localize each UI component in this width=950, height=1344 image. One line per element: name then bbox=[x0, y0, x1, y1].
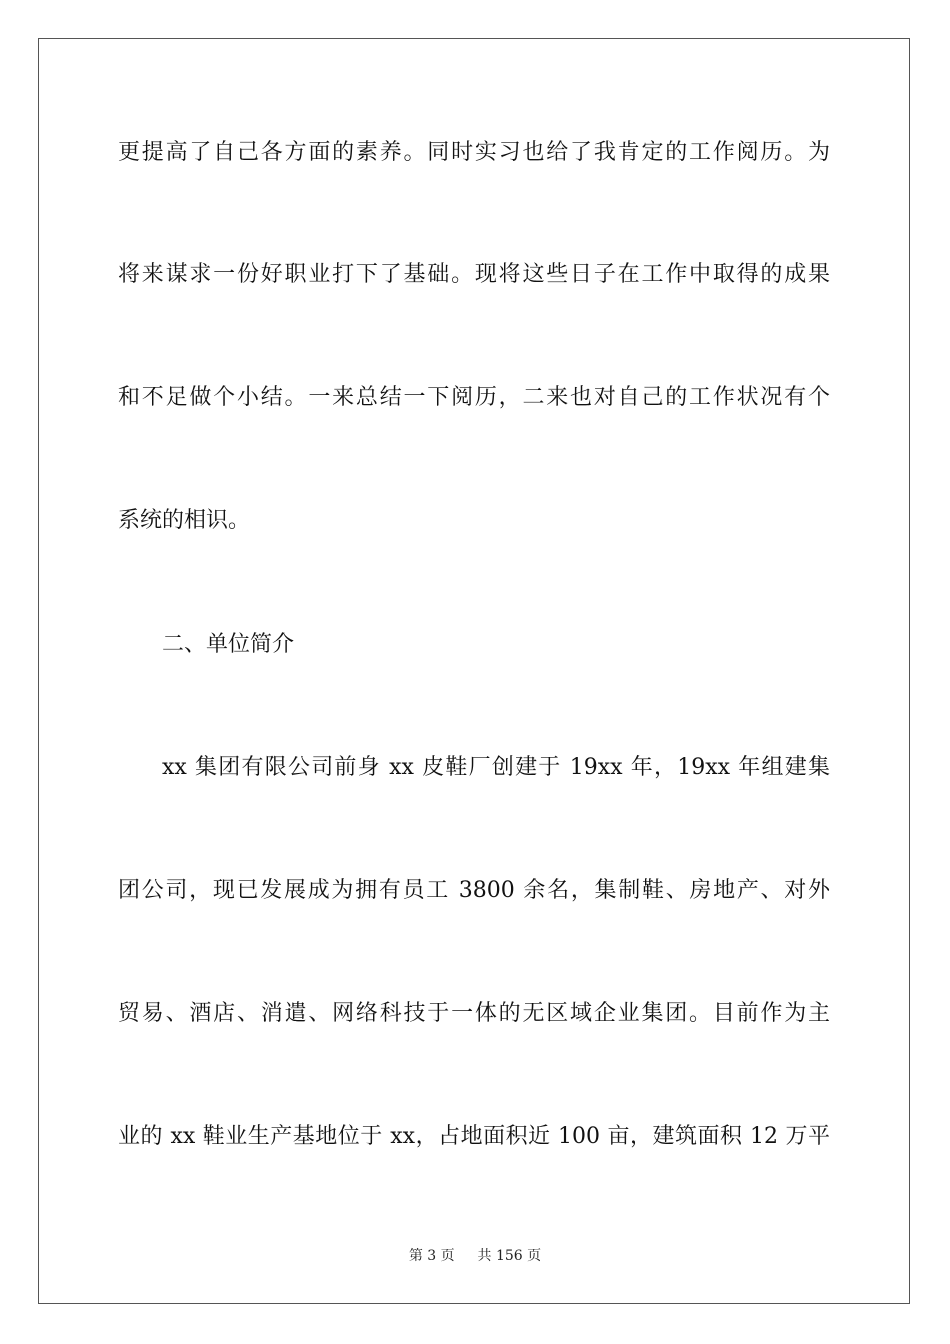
paragraph-line: 将来谋求一份好职业打下了基础。现将这些日子在工作中取得的成果 bbox=[118, 262, 830, 287]
page-footer bbox=[0, 1246, 950, 1266]
paragraph-line: 贸易、酒店、消遣、网络科技于一体的无区域企业集团。目前作为主 bbox=[118, 1001, 830, 1026]
paragraph-line: 和不足做个小结。一来总结一下阅历，二来也对自己的工作状况有个 bbox=[118, 385, 830, 410]
section-heading: 二、单位简介 bbox=[162, 632, 295, 657]
paragraph-line: 系统的相识。 bbox=[118, 508, 251, 533]
paragraph-line: 更提高了自己各方面的素养。同时实习也给了我肯定的工作阅历。为 bbox=[118, 140, 830, 165]
page-frame bbox=[38, 38, 910, 1304]
paragraph-line: 业的 xx 鞋业生产基地位于 xx，占地面积近 100 亩，建筑面积 12 万平 bbox=[118, 1124, 830, 1149]
page-total: 共 156 页 bbox=[477, 1248, 542, 1264]
page-number: 第 3 页 bbox=[408, 1248, 455, 1264]
paragraph-line: xx 集团有限公司前身 xx 皮鞋厂创建于 19xx 年，19xx 年组建集 bbox=[162, 755, 830, 780]
paragraph-line: 团公司，现已发展成为拥有员工 3800 余名，集制鞋、房地产、对外 bbox=[118, 878, 830, 903]
